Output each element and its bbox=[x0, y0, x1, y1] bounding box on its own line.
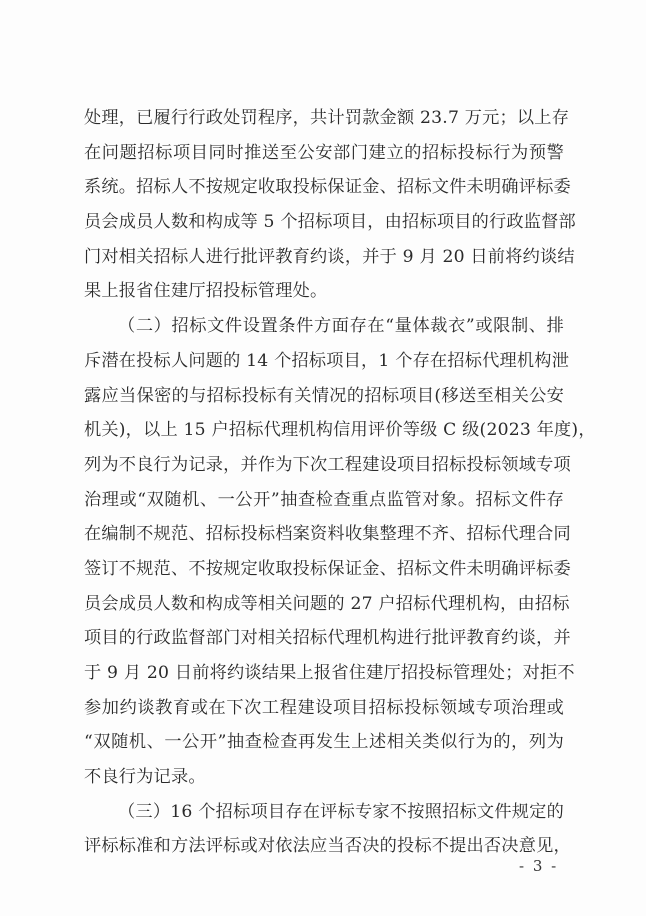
text-line: 机关)，以上 15 户招标代理机构信用评价等级 C 级(2023 年度)， bbox=[84, 420, 596, 441]
text-line: 系统。招标人不按规定收取投标保证金、招标文件未明确评标委 bbox=[84, 177, 571, 198]
page-number: - 3 - bbox=[519, 857, 559, 875]
text-line: 员会成员人数和构成等相关问题的 27 户招标代理机构，由招标 bbox=[84, 593, 570, 614]
text-line: 在编制不规范、招标投标档案资料收集整理不齐、招标代理合同 bbox=[84, 524, 571, 545]
text-line: 员会成员人数和构成等 5 个招标项目，由招标项目的行政监督部 bbox=[84, 212, 576, 233]
text-line: 签订不规范、不按规定收取投标保证金、招标文件未明确评标委 bbox=[84, 558, 571, 579]
text-line: 露应当保密的与招标投标有关情况的招标项目(移送至相关公安 bbox=[84, 385, 564, 406]
text-line: 斥潜在投标人问题的 14 个招标项目，1 个存在招标代理机构泄 bbox=[84, 350, 570, 371]
text-line: 参加约谈教育或在下次工程建设项目招标投标领域专项治理或 bbox=[84, 697, 564, 718]
text-line: 不良行为记录。 bbox=[84, 767, 206, 788]
text-line: 门对相关招标人进行批评教育约谈，并于 9 月 20 日前将约谈结 bbox=[84, 246, 575, 267]
text-line: （二）招标文件设置条件方面存在“量体裁衣”或限制、排 bbox=[118, 316, 564, 337]
text-line: 项目的行政监督部门对相关招标代理机构进行批评教育约谈，并 bbox=[84, 628, 571, 649]
text-line: 列为不良行为记录，并作为下次工程建设项目招标投标领域专项 bbox=[84, 454, 571, 475]
text-line: （三）16 个招标项目存在评标专家不按照招标文件规定的 bbox=[118, 801, 564, 822]
text-line: 果上报省住建厅招投标管理处。 bbox=[84, 281, 328, 302]
document-body bbox=[84, 101, 596, 864]
text-line: “双随机、一公开”抽查检查再发生上述相关类似行为的，列为 bbox=[84, 732, 564, 753]
text-line: 处理，已履行行政处罚程序，共计罚款金额 23.7 万元；以上存 bbox=[84, 108, 570, 128]
text-line: 治理或“双随机、一公开”抽查检查重点监管对象。招标文件存 bbox=[84, 489, 564, 510]
text-line: 于 9 月 20 日前将约谈结果上报省住建厅招投标管理处；对拒不 bbox=[84, 663, 575, 683]
text-line: 评标标准和方法评标或对依法应当否决的投标不提出否决意见， bbox=[84, 836, 571, 857]
text-line: 在问题招标项目同时推送至公安部门建立的招标投标行为预警 bbox=[84, 142, 564, 163]
